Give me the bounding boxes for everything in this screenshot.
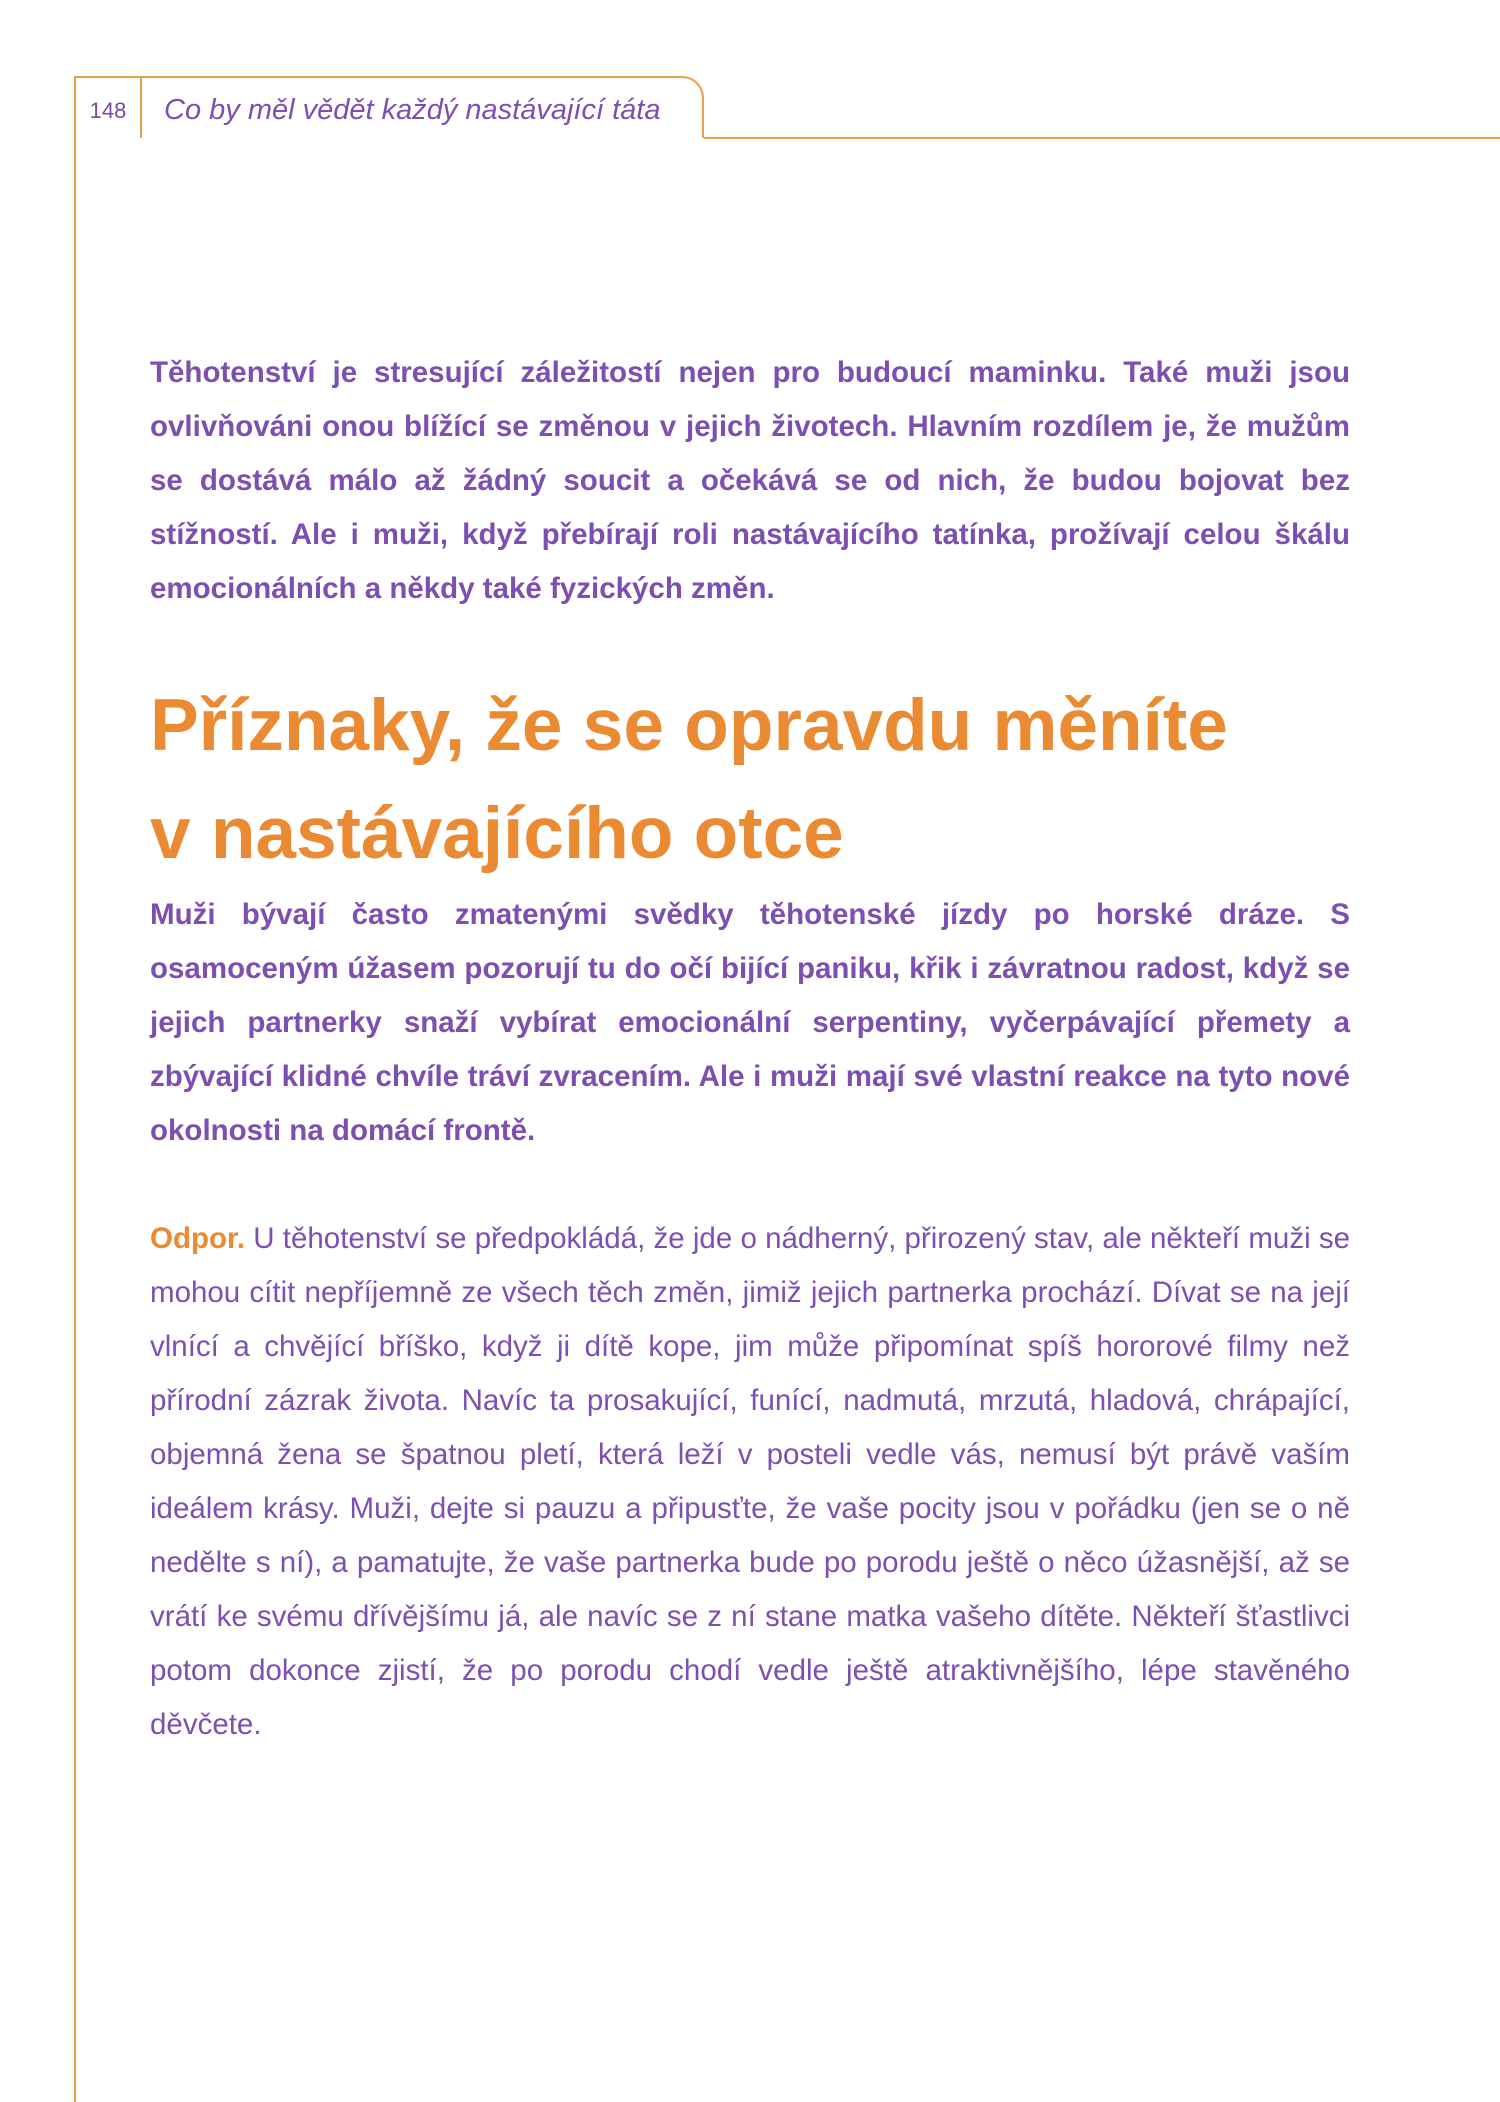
page-frame-left-rule [74,76,76,2102]
section-heading [150,672,1350,888]
section-heading-line-1: Příznaky, že se opravdu měníte [150,685,1228,766]
body-paragraph-text: U těhotenství se předpokládá, že jde o nádherný, přirozený stav, ale někteří muži se mohou cítit nepříjemně ze všech těch změn, jimiž jejich partnerka prochází. Dívat se na její vlnící a chvějící bříško, když ji dítě kope, jim může připomínat spíš hororové filmy než přírodní zázrak života. Navíc ta prosakující, funící, nadmutá, mrzutá, hladová, chrápající, objemná žena se špatnou pletí, která leží v posteli vedle vás, nemusí být právě vaším ideálem krásy. Muži, dejte si pauzu a připusťte, že vaše pocity jsou v pořádku (jen se o ně nedělte s ní), a pamatujte, že vaše partnerka bude po porodu ještě o něco úžasnější, až se vrátí ke svému dřívějšímu já, ale navíc se z ní stane matka vašeho dítěte. Někteří šťastlivci potom dokonce zjistí, že po porodu chodí vedle ještě atraktivnějšího, lépe stavěného děvčete. [150,1222,1350,1741]
running-title: Co by měl vědět každý nastávající táta [164,94,661,126]
section-lead-paragraph: Muži bývají často zmatenými svědky těhotenské jízdy po horské dráze. S osamoceným úžasem pozorují tu do očí bijící paniku, křik i závratnou radost, když se jejich partnerky snaží vybírat emocionální serpentiny, vyčerpávající přemety a zbývající klidné chvíle tráví zvracením. Ale i muži mají své vlastní reakce na tyto nové okolnosti na domácí frontě. [150,898,1350,1147]
runin-heading: Odpor. [150,1222,246,1255]
header-rule [704,137,1500,139]
section-heading-line-2: v nastávajícího otce [150,793,844,874]
intro-paragraph: Těhotenství je stresující záležitostí nejen pro budoucí maminku. Také muži jsou ovlivňováni onou blížící se změnou v jejich životech. Hlavním rozdílem je, že mužům se dostává málo až žádný soucit a očekává se od nich, že budou bojovat bez stížností. Ale i muži, když přebírají roli nastávajícího tatínka, prožívají celou škálu emocionálních a někdy také fyzických změn. [150,356,1350,605]
page-number-divider [140,78,142,138]
body-paragraph [150,1212,1350,1752]
page-number: 148 [89,98,127,123]
